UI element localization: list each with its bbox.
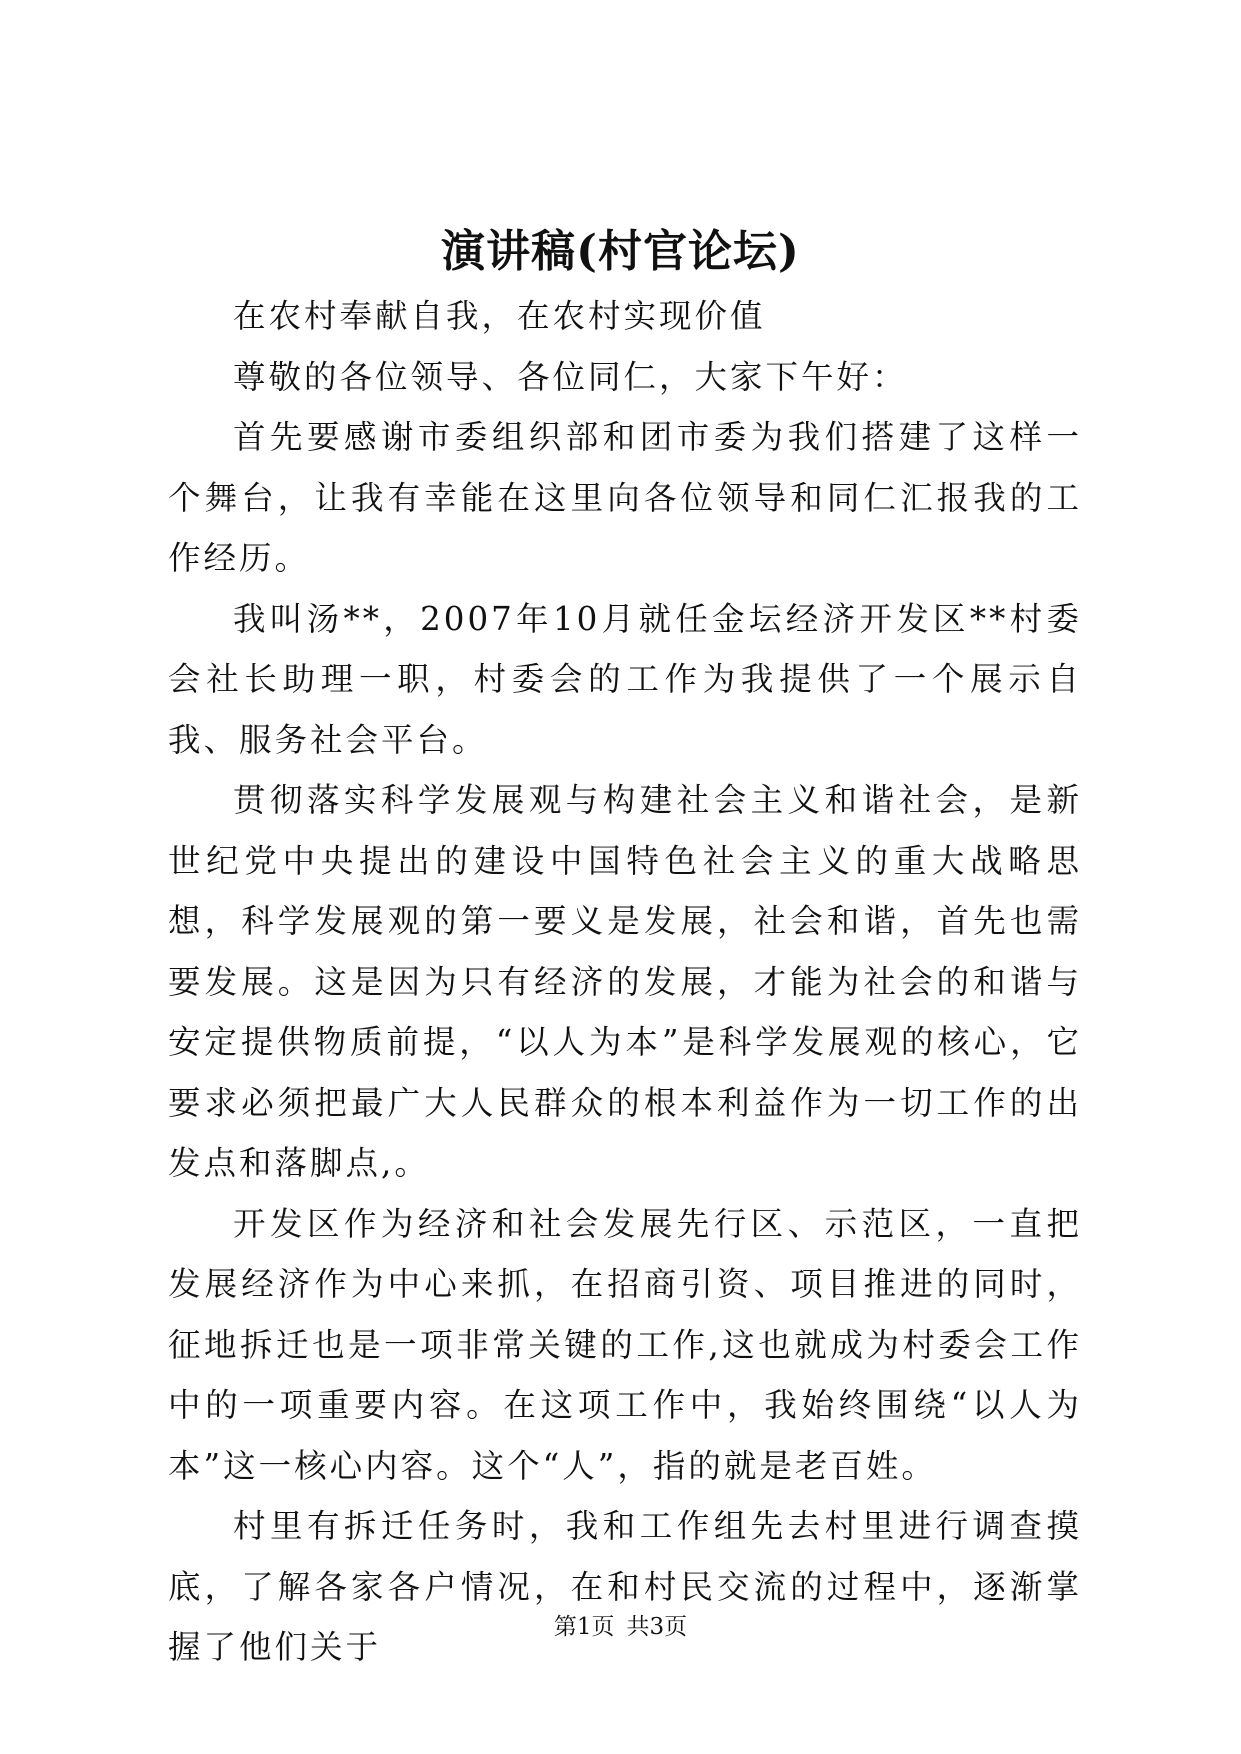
paragraph-development-zone: 开发区作为经济和社会发展先行区、示范区，一直把发展经济作为中心来抓，在招商引资、项目推进的同时，征地拆迁也是一项非常关键的工作,这也就成为村委会工作中的一项重要内容。在这项工作中，我始终围绕“以人为本”这一核心内容。这个“人”，指的就是老百姓。 <box>168 1204 1082 1485</box>
paragraph-introduction: 我叫汤**，2007年10月就任金坛经济开发区**村委会社长助理一职，村委会的工作为我提供了一个展示自我、服务社会平台。 <box>168 599 1082 759</box>
document-title: 演讲稿(村官论坛) <box>441 226 800 277</box>
paragraph-thanks: 首先要感谢市委组织部和团市委为我们搭建了这样一个舞台，让我有幸能在这里向各位领导和同仁汇报我的工作经历。 <box>168 418 1082 577</box>
paragraph-subtitle: 在农村奉献自我，在农村实现价值 <box>233 297 766 335</box>
page-total: 共3页 <box>626 1614 688 1640</box>
paragraph-greeting: 尊敬的各位领导、各位同仁，大家下午好： <box>233 357 908 396</box>
paragraph-scientific-development: 贯彻落实科学发展观与构建社会主义和谐社会，是新世纪党中央提出的建设中国特色社会主义的重大战略思想，科学发展观的第一要义是发展，社会和谐，首先也需要发展。这是因为只有经济的发展，才能为社会的和谐与安定提供物质前提，“以人为本”是科学发展观的核心，它要求必须把最广大人民群众的根本利益作为一切工作的出发点和落脚点,。 <box>168 781 1082 1182</box>
page-footer <box>0 1612 1241 1642</box>
document-body <box>168 286 1082 1678</box>
paragraph-demolition-work: 村里有拆迁任务时，我和工作组先去村里进行调查摸底，了解各家各户情况，在和村民交流的过程中，逐渐掌握了他们关于 <box>168 1507 1082 1666</box>
page-number: 第1页 <box>553 1614 615 1640</box>
